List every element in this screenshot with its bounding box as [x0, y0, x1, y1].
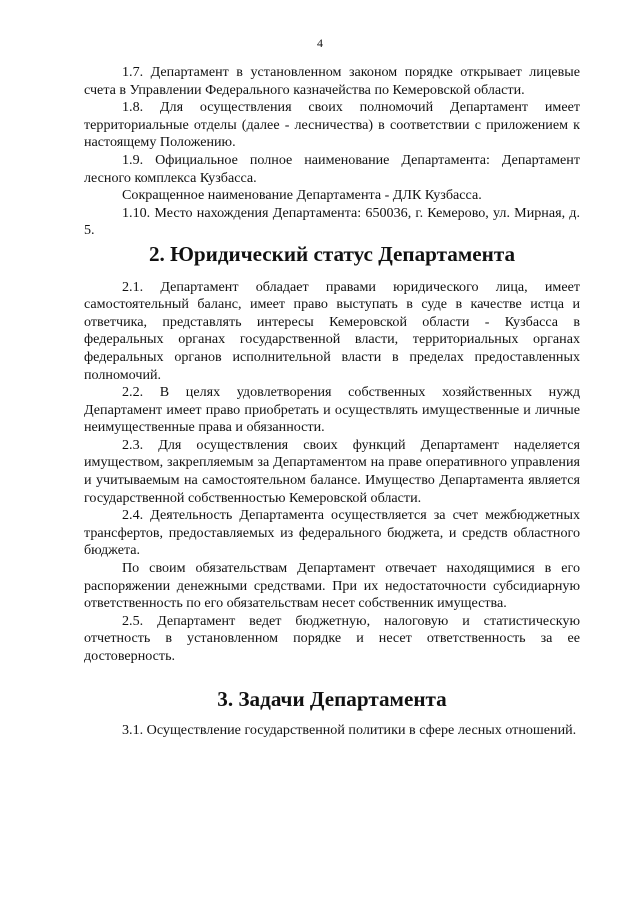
paragraph-liability: По своим обязательствам Департамент отвечает находящимися в его распоряжении денежными средствами. При их недостаточности субсидиарную ответственность по его обязательствам несет собственник имущества. — [84, 560, 580, 612]
page-number: 4 — [317, 36, 323, 50]
section-heading-3: 3. Задачи Департамента — [217, 686, 447, 711]
paragraph-1-7: 1.7. Департамент в установленном законом порядке открывает лицевые счета в Управлении Федерального казначейства по Кемеровской области. — [84, 64, 580, 98]
paragraph-2-3: 2.3. Для осуществления своих функций Департамент наделяется имуществом, закрепляемым за Департаментом на праве оперативного управления и учитываемым на самостоятельном балансе. Имущество Департамента является государственной собственностью Кемеровской области. — [84, 436, 580, 506]
paragraph-3-1: 3.1. Осуществление государственной политики в сфере лесных отношений. — [122, 722, 577, 739]
paragraph-short-name: Сокращенное наименование Департамента - ДЛК Кузбасса. — [122, 187, 482, 204]
paragraph-1-10: 1.10. Место нахождения Департамента: 650036, г. Кемерово, ул. Мирная, д. 5. — [84, 204, 580, 239]
paragraph-2-4: 2.4. Деятельность Департамента осуществляется за счет межбюджетных трансфертов, предоставляемых из федерального бюджета, и средств областного бюджета. — [84, 507, 580, 559]
paragraph-1-8: 1.8. Для осуществления своих полномочий Департамент имеет территориальные отделы (далее - лесничества) в соответствии с приложением к настоящему Положению. — [84, 99, 580, 151]
paragraph-2-2: 2.2. В целях удовлетворения собственных хозяйственных нужд Департамент имеет право приобретать и осуществлять имущественные и личные неимущественные права и обязанности. — [84, 384, 580, 436]
paragraph-2-1: 2.1. Департамент обладает правами юридического лица, имеет самостоятельный баланс, имеет право выступать в суде в качестве истца и ответчика, представлять интересы Кемеровской области - Кузбасса в федеральных органах государственной власти, территориальных органах федеральных органов исполнительной власти в пределах предоставленных полномочий. — [84, 278, 580, 383]
paragraph-1-9: 1.9. Официальное полное наименование Департамента: Департамент лесного комплекса Кузбасса. — [84, 151, 580, 186]
section-heading-2: 2. Юридический статус Департамента — [148, 241, 516, 266]
paragraph-2-5: 2.5. Департамент ведет бюджетную, налоговую и статистическую отчетность в установленном порядке и несет ответственность за ее достоверность. — [84, 612, 580, 664]
document-body — [84, 64, 580, 740]
